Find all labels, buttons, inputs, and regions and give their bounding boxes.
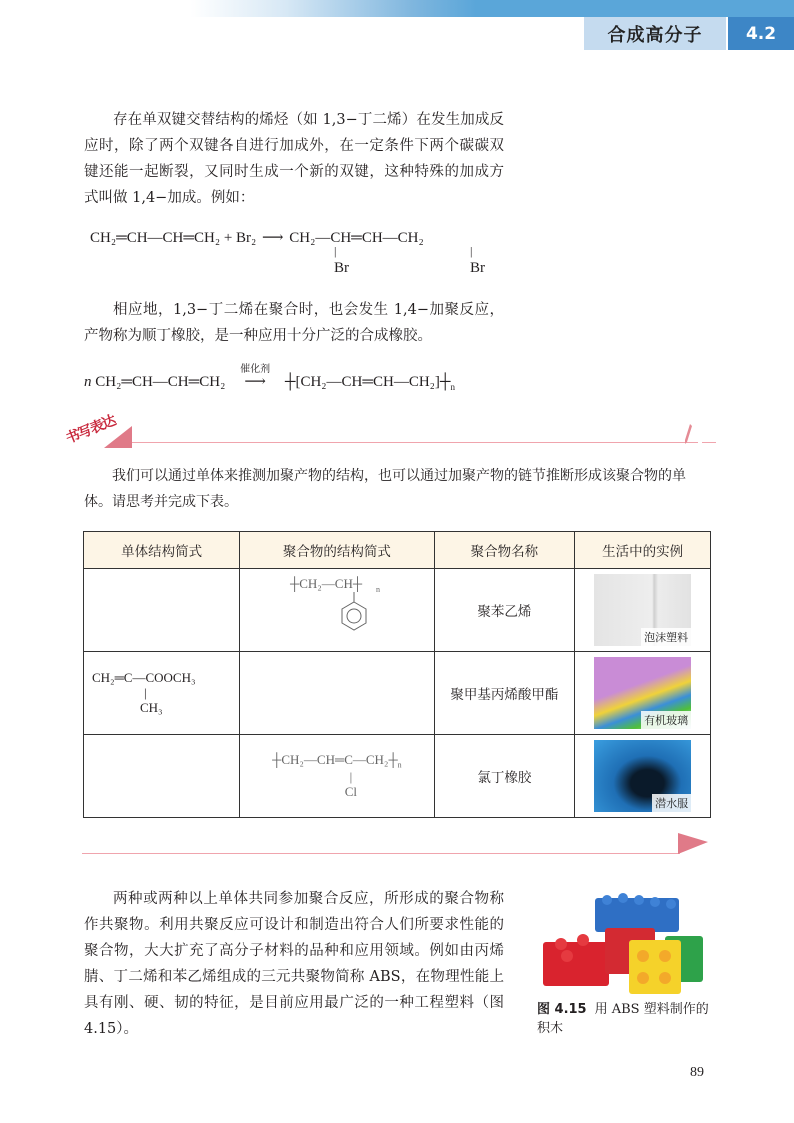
paragraph-3-text: 两种或两种以上单体共同参加聚合反应，所形成的聚合物称作共聚物。利用共聚反应可设计和制造出符合人们所要求性能的聚合物，大大扩充了高分子材料的品种和应用领域。例如由丙烯腈、丁二烯和苯乙烯组成的三元共聚物简称 ABS，在物理性能上具有刚、硬、韧的特征，是目前应用最广泛的一种工程塑料（图 4.15）。	[84, 891, 504, 1037]
cell-monomer	[84, 652, 240, 735]
chloroprene-formula: $┼CH_2—CH═C—CH_2┼_n$	[272, 752, 402, 770]
abs-blocks-figure	[537, 888, 707, 998]
header-gradient-bar	[0, 0, 794, 17]
cell-polystyrene-formula	[240, 569, 434, 652]
equation-1-br-right: Br	[470, 260, 485, 276]
banner-divider-end	[702, 442, 716, 443]
col-header-example: 生活中的实例	[575, 532, 711, 569]
mma-formula: CH₂═C—COOCH₃	[92, 670, 196, 685]
writing-instructions-text: 我们可以通过单体来推测加聚产物的结构，也可以通过加聚产物的链节推断形成该聚合物的单体。请思考并完成下表。	[84, 468, 686, 510]
cell-monomer-empty[interactable]	[84, 735, 240, 818]
cell-polymer-formula-empty[interactable]	[240, 652, 434, 735]
pencil-icon	[684, 424, 692, 444]
equation-1	[90, 228, 424, 247]
equation-1-arrow: ⟶	[262, 230, 284, 246]
cell-example	[575, 652, 711, 735]
bond-line-left: |	[334, 244, 337, 258]
chloroprene-cl: Cl	[344, 783, 358, 799]
writing-section-label: 书写表达	[63, 412, 118, 448]
equation-2-product-bracket-close: ]┼	[434, 374, 451, 390]
col-header-polymer-name: 聚合物名称	[434, 532, 575, 569]
table-row	[84, 569, 711, 652]
cell-polymer-name: 聚甲基丙烯酸甲酯	[434, 652, 575, 735]
writing-instructions	[84, 463, 712, 515]
table-row	[84, 652, 711, 735]
polystyrene-structure	[282, 572, 392, 644]
section-end-arrow-icon	[678, 833, 708, 854]
svg-text:n: n	[375, 585, 380, 594]
bond-line-right: |	[470, 244, 473, 258]
equation-2-n: n	[84, 374, 92, 390]
chloroprene-chain: CH₂—CH═C—CH₂	[281, 752, 389, 768]
cell-polymer-formula	[240, 735, 434, 818]
paragraph-3	[84, 886, 504, 1042]
equation-1-reactants: CH₂═CH—CH═CH₂ + Br₂	[90, 230, 257, 246]
paragraph-1	[84, 107, 504, 211]
paragraph-2-text: 相应地，1,3−丁二烯在聚合时，也会发生 1,4−加聚反应，产物称为顺丁橡胶，是一种应用十分广泛的合成橡胶。	[84, 302, 504, 344]
photo-caption: 泡沫塑料	[641, 628, 691, 646]
paragraph-1-text: 存在单双键交替结构的烯烃（如 1,3−丁二烯）在发生加成反应时，除了两个双键各自进行加成外，在一定条件下两个碳碳双键还能一起断裂，又同时生成一个新的双键，这种特殊的加成方式叫做 1,4−加成。例如：	[84, 112, 504, 206]
catalyst-label: 催化剂	[240, 364, 271, 375]
figure-number: 图 4.15	[537, 1002, 587, 1017]
bond-line: |	[144, 685, 147, 700]
photo-caption: 有机玻璃	[641, 711, 691, 729]
svg-text:┼CH₂—CH┼: ┼CH₂—CH┼	[289, 576, 362, 591]
polymer-table	[83, 531, 711, 818]
equation-2-product: CH₂—CH═CH—CH₂	[300, 374, 435, 390]
figure-caption-text: 用 ABS 塑料制作的积木	[537, 1002, 709, 1036]
catalyst-arrow: 催化剂 ⟶	[229, 372, 281, 391]
cell-example	[575, 735, 711, 818]
equation-2-subscript: n	[450, 382, 456, 392]
cell-monomer-empty[interactable]	[84, 569, 240, 652]
paragraph-2	[84, 297, 504, 349]
foam-plastic-photo	[594, 574, 691, 646]
organic-glass-photo	[594, 657, 691, 729]
cell-polymer-name: 氯丁橡胶	[434, 735, 575, 818]
col-header-polymer-formula: 聚合物的结构简式	[240, 532, 434, 569]
writing-section-banner	[63, 412, 716, 460]
page-number: 89	[690, 1065, 704, 1080]
equation-1-product: CH₂—CH═CH—CH₂	[289, 230, 424, 246]
photo-caption: 潜水服	[652, 794, 691, 812]
section-end-divider	[82, 853, 680, 854]
equation-2	[84, 364, 456, 392]
banner-divider	[132, 442, 698, 443]
mma-methyl: CH₃	[140, 700, 163, 715]
cell-example	[575, 569, 711, 652]
equation-1-br-left: Br	[334, 260, 349, 276]
diving-suit-photo	[594, 740, 691, 812]
table-row	[84, 735, 711, 818]
equation-2-product-bracket-open: ┼[	[284, 374, 301, 390]
col-header-monomer: 单体结构简式	[84, 532, 240, 569]
figure-caption	[537, 1000, 717, 1038]
equation-2-reactant: CH₂═CH—CH═CH₂	[95, 374, 226, 390]
cell-polymer-name: 聚苯乙烯	[434, 569, 575, 652]
section-number: 4.2	[728, 17, 794, 50]
chapter-title: 合成高分子	[584, 17, 726, 50]
table-header-row	[84, 532, 711, 569]
bond-line: |	[349, 768, 353, 784]
